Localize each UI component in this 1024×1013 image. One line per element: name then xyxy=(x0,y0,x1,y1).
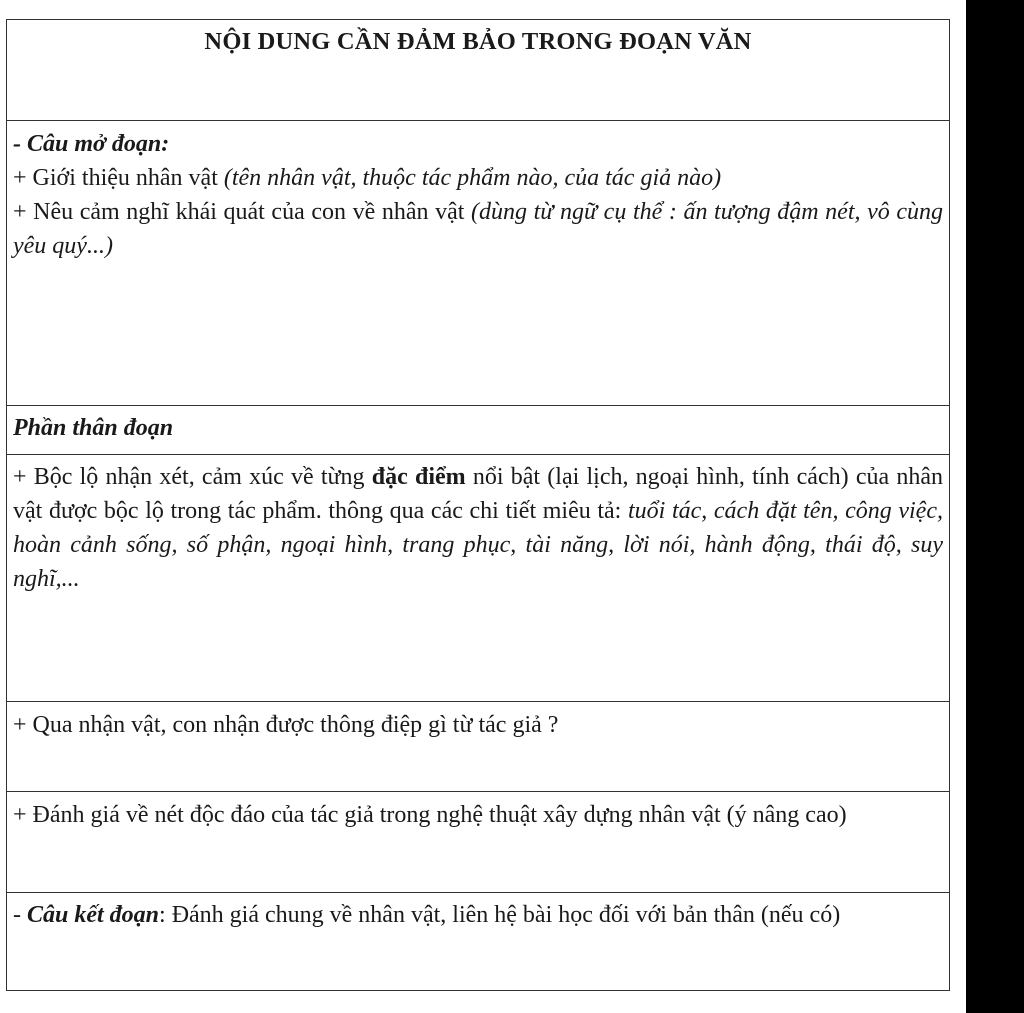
opening-item-impression xyxy=(13,195,943,263)
opening-item-impression-text: + Nêu cảm nghĩ khái quát của con về nhân vật xyxy=(13,199,472,225)
opening-heading: - Câu mở đoạn: xyxy=(13,131,170,157)
body-art-row xyxy=(7,792,949,893)
body-message-text: + Qua nhận vật, con nhận được thông điệp gì từ tác giả ? xyxy=(13,712,559,738)
opening-item-intro-text: + Giới thiệu nhân vật xyxy=(13,165,224,191)
table-title-row xyxy=(7,20,949,121)
content-table xyxy=(6,19,950,991)
traits-details: tuổi tác, cách đặt tên, công việc, hoàn cảnh sống, số phận, ngoại hình, trang phục, tài năng, lời nói, hành động, thái độ, suy nghĩ,... xyxy=(13,498,943,592)
closing-section xyxy=(7,893,949,992)
opening-item-intro xyxy=(13,161,943,195)
traits-key-term: đặc điểm xyxy=(371,464,466,490)
closing-heading: Câu kết đoạn xyxy=(27,902,160,928)
closing-text: : Đánh giá chung về nhân vật, liên hệ bài học đối với bản thân (nếu có) xyxy=(159,902,841,928)
opening-section xyxy=(7,121,949,406)
opening-item-impression-detail: (dùng từ ngữ cụ thể : ấn tượng đậm nét, vô cùng yêu quý...) xyxy=(13,199,944,259)
body-art-text: + Đánh giá về nét độc đáo của tác giả trong nghệ thuật xây dựng nhân vật (ý nâng cao) xyxy=(13,802,847,828)
right-edge-bar xyxy=(966,0,1024,1013)
body-heading: Phần thân đoạn xyxy=(13,415,174,441)
body-traits-row xyxy=(7,455,949,702)
table-title: NỘI DUNG CẦN ĐẢM BẢO TRONG ĐOẠN VĂN xyxy=(204,28,752,55)
closing-dash: - xyxy=(13,902,27,928)
body-heading-row xyxy=(7,406,949,455)
body-message-row xyxy=(7,702,949,792)
traits-text-after: nổi bật (lại lịch, ngoại hình, tính cách) của nhân vật được bộc lộ trong tác phẩm. thông qua các chi tiết miêu tả: xyxy=(13,464,944,524)
traits-text-before: + Bộc lộ nhận xét, cảm xúc về từng xyxy=(13,464,372,490)
opening-item-intro-detail: (tên nhân vật, thuộc tác phẩm nào, của tác giả nào) xyxy=(223,165,722,191)
